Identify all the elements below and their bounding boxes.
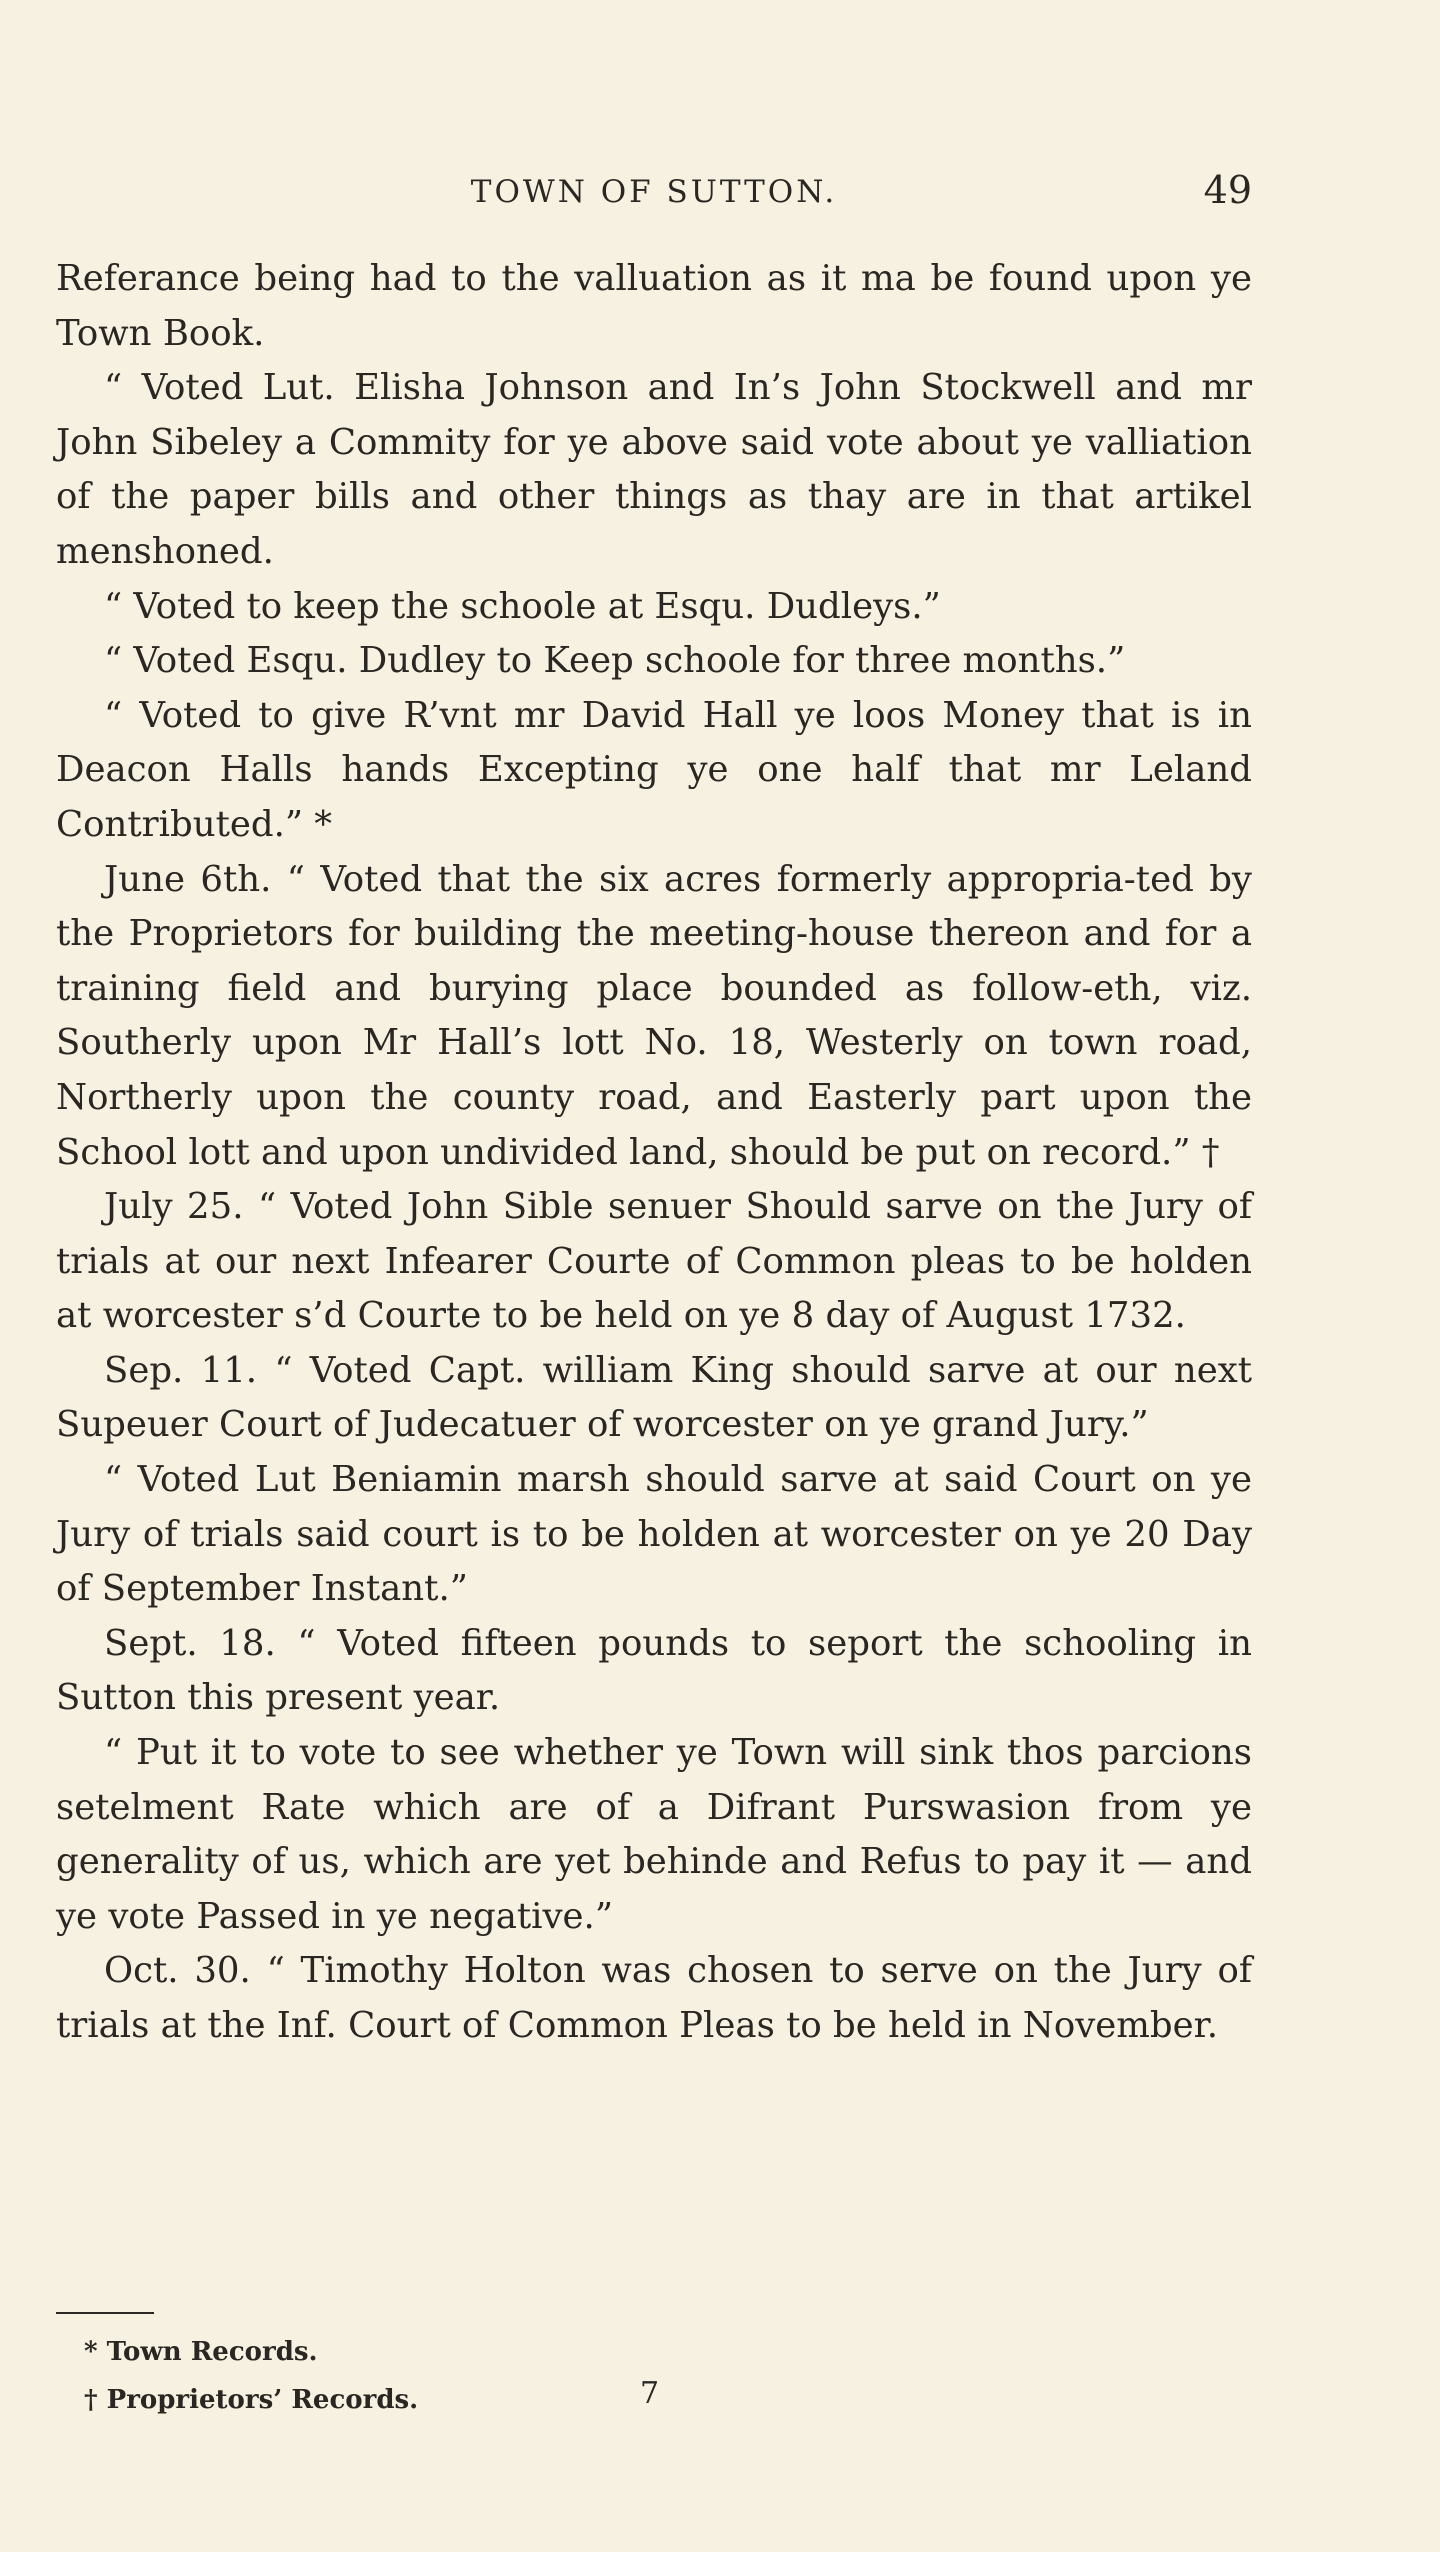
body-text bbox=[56, 252, 1252, 2054]
footnotes bbox=[84, 2328, 984, 2424]
signature-mark: 7 bbox=[640, 2376, 660, 2411]
page-header bbox=[56, 168, 1252, 216]
footnote: * Town Records. bbox=[84, 2337, 318, 2367]
paragraph: June 6th. “ Voted that the six acres formerly appropria-ted by the Proprietors for building the meeting-house thereon and for a training field and burying place bounded as follow-eth, viz. Southerly upon Mr Hall’s lott No. 18, Westerly on town road, Northerly upon the county road, and Easterly part upon the School lott and upon undivided land, should be put on record.” † bbox=[56, 858, 1252, 1173]
paragraph: “ Voted Lut Beniamin marsh should sarve at said Court on ye Jury of trials said court is to be holden at worcester on ye 20 Day of September Instant.” bbox=[56, 1459, 1252, 1610]
paragraph: Referance being had to the valluation as it ma be found upon ye Town Book. bbox=[56, 258, 1252, 354]
paragraph: Oct. 30. “ Timothy Holton was chosen to serve on the Jury of trials at the Inf. Court of Common Pleas to be held in November. bbox=[56, 1950, 1252, 2046]
paragraph: July 25. “ Voted John Sible senuer Should sarve on the Jury of trials at our next Infearer Courte of Common pleas to be holden at worcester s’d Courte to be held on ye 8 day of August 1732. bbox=[56, 1186, 1252, 1337]
running-title: TOWN OF SUTTON. bbox=[470, 174, 838, 210]
paragraph: Sep. 11. “ Voted Capt. william King should sarve at our next Supeuer Court of Judecatuer of worcester on ye grand Jury.” bbox=[56, 1349, 1252, 1446]
paragraph: “ Put it to vote to see whether ye Town will sink thos parcions setelment Rate which are of a Difrant Purswasion from ye generality of us, which are yet behinde and Refus to pay it — and ye vote Passed in ye negative.” bbox=[56, 1732, 1252, 1937]
paragraph: “ Voted Lut. Elisha Johnson and In’s John Stockwell and mr John Sibeley a Commity for ye above said vote about ye valliation of the paper bills and other things as thay are in that artikel menshoned. bbox=[56, 367, 1252, 572]
paragraph: “ Voted Esqu. Dudley to Keep schoole for three months.” bbox=[104, 640, 1126, 682]
footnote-divider bbox=[56, 2312, 154, 2314]
paragraph: Sept. 18. “ Voted fifteen pounds to seport the schooling in Sutton this present year. bbox=[56, 1622, 1252, 1719]
page-number: 49 bbox=[1203, 168, 1252, 212]
paragraph: “ Voted to keep the schoole at Esqu. Dudleys.” bbox=[104, 585, 941, 627]
paragraph: “ Voted to give R’vnt mr David Hall ye loos Money that is in Deacon Halls hands Excepting ye one half that mr Leland Contributed.” * bbox=[56, 694, 1252, 845]
footnote: † Proprietors’ Records. bbox=[84, 2385, 419, 2415]
